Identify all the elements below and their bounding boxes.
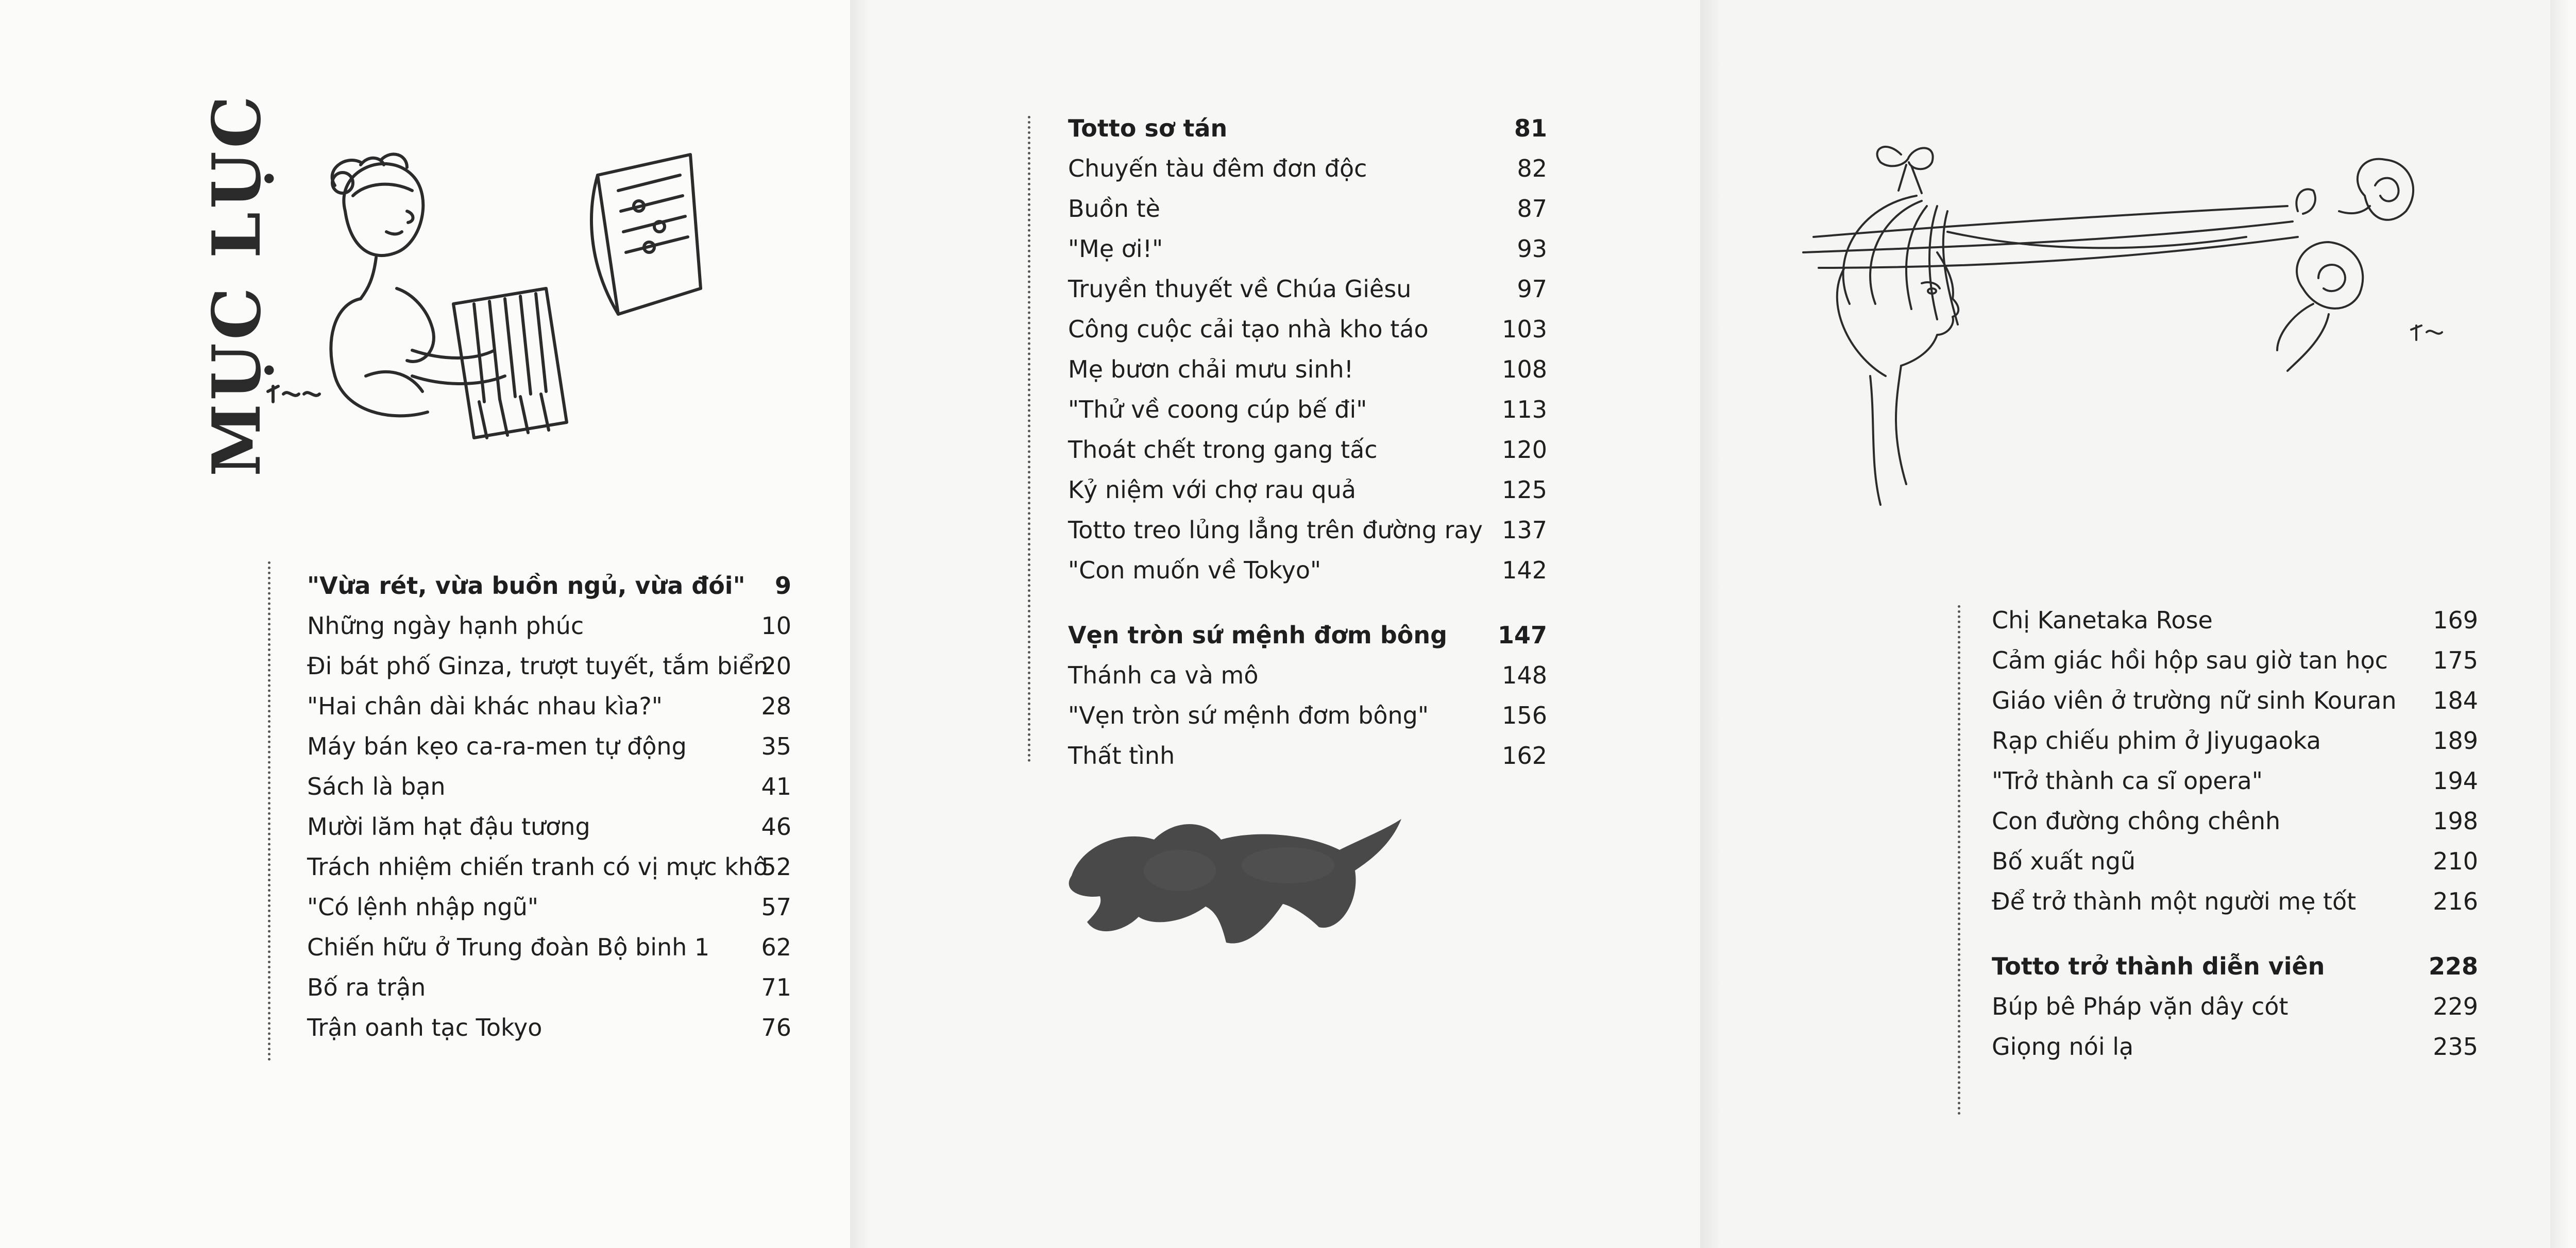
girl-at-piano-illustration bbox=[258, 134, 773, 464]
toc-entry-title: "Vẹn tròn sứ mệnh đơm bông" bbox=[1068, 702, 1429, 729]
toc-entry-page-number: 156 bbox=[1502, 702, 1547, 729]
toc-entry-page-number: 82 bbox=[1517, 155, 1547, 182]
toc-entry-title: "Trở thành ca sĩ opera" bbox=[1992, 767, 2263, 795]
toc-entry bbox=[1068, 550, 1547, 590]
toc-entry-title: Chị Kanetaka Rose bbox=[1992, 606, 2213, 634]
toc-entry-title: Thất tình bbox=[1068, 742, 1175, 770]
toc-entry-page-number: 87 bbox=[1517, 195, 1547, 223]
toc-entry-page-number: 41 bbox=[761, 773, 791, 800]
toc-entry bbox=[1068, 269, 1547, 309]
toc-entry-page-number: 35 bbox=[761, 732, 791, 760]
toc-entry bbox=[307, 967, 791, 1007]
toc-entry bbox=[1992, 986, 2478, 1027]
toc-entry bbox=[307, 566, 791, 606]
toc-entry-title: Thoát chết trong gang tấc bbox=[1068, 436, 1378, 464]
toc-entry bbox=[1068, 655, 1547, 695]
toc-entry-page-number: 10 bbox=[761, 612, 791, 640]
toc-entry-title: Thánh ca và mô bbox=[1068, 661, 1259, 689]
girl-with-roses-illustration bbox=[1783, 134, 2452, 525]
toc-entry-title: "Con muốn về Tokyo" bbox=[1068, 556, 1321, 584]
toc-entry-title: "Thử về coong cúp bế đi" bbox=[1068, 396, 1367, 423]
toc-entry bbox=[307, 807, 791, 847]
page-title: MỤC LỤC bbox=[198, 93, 276, 477]
toc-entry-page-number: 46 bbox=[761, 813, 791, 841]
toc-entry-title: Bố xuất ngũ bbox=[1992, 847, 2136, 875]
toc-entry-page-number: 184 bbox=[2433, 687, 2478, 714]
toc-entry-page-number: 113 bbox=[1502, 396, 1547, 423]
toc-entry-page-number: 57 bbox=[761, 893, 791, 921]
toc-entry bbox=[1992, 600, 2478, 640]
toc-entry bbox=[1068, 108, 1547, 148]
toc-entry bbox=[1992, 640, 2478, 680]
toc-divider bbox=[1028, 116, 1030, 762]
toc-entry-title: Truyền thuyết về Chúa Giêsu bbox=[1068, 275, 1412, 303]
toc-entry-page-number: 76 bbox=[761, 1014, 791, 1041]
toc-entry-page-number: 189 bbox=[2433, 727, 2478, 755]
toc-entry bbox=[1992, 721, 2478, 761]
toc-entry bbox=[1992, 680, 2478, 721]
toc-entry-title: Để trở thành một người mẹ tốt bbox=[1992, 887, 2357, 915]
toc-entry bbox=[1068, 430, 1547, 470]
book-page-1 bbox=[0, 0, 850, 1248]
toc-entry-page-number: 137 bbox=[1502, 516, 1547, 544]
toc-entry-title: Máy bán kẹo ca-ra-men tự động bbox=[307, 732, 687, 760]
toc-entry bbox=[307, 646, 791, 686]
toc-entry-page-number: 229 bbox=[2433, 993, 2478, 1020]
toc-entry-title: Trận oanh tạc Tokyo bbox=[307, 1014, 543, 1041]
toc-entry bbox=[1068, 309, 1547, 349]
toc-entry bbox=[1992, 841, 2478, 881]
toc-entry-title: Trách nhiệm chiến tranh có vị mực khô bbox=[307, 853, 768, 881]
toc-entry bbox=[1068, 510, 1547, 550]
toc-entry-page-number: 175 bbox=[2433, 646, 2478, 674]
toc-entry-page-number: 62 bbox=[761, 933, 791, 961]
toc-entry-title: Totto treo lủng lẳng trên đường ray bbox=[1068, 516, 1483, 544]
toc-entry-page-number: 216 bbox=[2433, 887, 2478, 915]
toc-entry-title: Rạp chiếu phim ở Jiyugaoka bbox=[1992, 727, 2321, 755]
toc-entry-page-number: 235 bbox=[2433, 1033, 2478, 1061]
toc-entry bbox=[1068, 736, 1547, 776]
toc-entry-page-number: 169 bbox=[2433, 606, 2478, 634]
toc-entry bbox=[307, 1007, 791, 1048]
toc-entry bbox=[307, 847, 791, 887]
toc-entry bbox=[1068, 349, 1547, 389]
toc-list-page-1 bbox=[307, 566, 791, 1048]
toc-entry bbox=[307, 686, 791, 726]
toc-entry-page-number: 81 bbox=[1514, 114, 1547, 142]
toc-entry-page-number: 28 bbox=[761, 692, 791, 720]
toc-entry-title: Mười lăm hạt đậu tương bbox=[307, 813, 590, 841]
toc-entry-page-number: 142 bbox=[1502, 556, 1547, 584]
toc-entry bbox=[1992, 801, 2478, 841]
toc-entry-page-number: 97 bbox=[1517, 275, 1547, 303]
toc-entry-title: Vẹn tròn sứ mệnh đơm bông bbox=[1068, 621, 1448, 649]
toc-entry bbox=[1068, 229, 1547, 269]
toc-entry-page-number: 210 bbox=[2433, 847, 2478, 875]
toc-entry-page-number: 9 bbox=[774, 572, 791, 600]
toc-entry-page-number: 125 bbox=[1502, 476, 1547, 504]
running-dog-illustration bbox=[1051, 798, 1401, 968]
toc-entry-page-number: 71 bbox=[761, 973, 791, 1001]
toc-entry bbox=[1068, 189, 1547, 229]
book-page-2 bbox=[850, 0, 1700, 1248]
toc-entry bbox=[1992, 1027, 2478, 1067]
toc-entry-page-number: 147 bbox=[1497, 621, 1547, 649]
toc-entry-title: Buồn tè bbox=[1068, 195, 1160, 223]
book-page-3 bbox=[1700, 0, 2550, 1248]
toc-list-page-2 bbox=[1068, 108, 1547, 776]
toc-entry-title: Đi bát phố Ginza, trượt tuyết, tắm biển bbox=[307, 652, 769, 680]
toc-entry-title: Kỷ niệm với chợ rau quả bbox=[1068, 476, 1357, 504]
toc-entry-title: Totto sơ tán bbox=[1068, 114, 1228, 142]
toc-entry-title: "Hai chân dài khác nhau kìa?" bbox=[307, 692, 663, 720]
toc-entry bbox=[307, 766, 791, 807]
toc-entry-title: "Có lệnh nhập ngũ" bbox=[307, 893, 539, 921]
book-page-4 bbox=[2550, 0, 2576, 1248]
toc-entry-page-number: 198 bbox=[2433, 807, 2478, 835]
toc-entry bbox=[1068, 148, 1547, 189]
toc-entry-title: Bố ra trận bbox=[307, 973, 426, 1001]
toc-entry-title: Giọng nói lạ bbox=[1992, 1033, 2134, 1061]
toc-entry bbox=[1068, 470, 1547, 510]
toc-entry-page-number: 52 bbox=[761, 853, 791, 881]
toc-entry bbox=[307, 887, 791, 927]
toc-entry-title: Mẹ bươn chải mưu sinh! bbox=[1068, 355, 1354, 383]
toc-entry-page-number: 194 bbox=[2433, 767, 2478, 795]
toc-entry-title: Con đường chông chênh bbox=[1992, 807, 2281, 835]
toc-entry-title: Cảm giác hồi hộp sau giờ tan học bbox=[1992, 646, 2388, 674]
toc-entry-page-number: 148 bbox=[1502, 661, 1547, 689]
toc-entry-title: Sách là bạn bbox=[307, 773, 446, 800]
toc-entry bbox=[1068, 695, 1547, 736]
toc-entry-title: Búp bê Pháp vặn dây cót bbox=[1992, 993, 2289, 1020]
toc-entry-title: Chiến hữu ở Trung đoàn Bộ binh 1 bbox=[307, 933, 710, 961]
toc-entry-title: Những ngày hạnh phúc bbox=[307, 612, 584, 640]
toc-entry bbox=[1068, 615, 1547, 655]
toc-divider bbox=[1958, 605, 1960, 1115]
toc-entry-page-number: 228 bbox=[2428, 952, 2478, 980]
toc-entry-title: "Mẹ ơi!" bbox=[1068, 235, 1163, 263]
toc-entry-page-number: 20 bbox=[761, 652, 791, 680]
toc-entry-title: Totto trở thành diễn viên bbox=[1992, 952, 2325, 980]
toc-divider bbox=[268, 561, 270, 1061]
toc-entry bbox=[1068, 389, 1547, 430]
toc-entry bbox=[307, 927, 791, 967]
toc-entry-page-number: 93 bbox=[1517, 235, 1547, 263]
toc-entry-page-number: 103 bbox=[1502, 315, 1547, 343]
toc-entry-title: Công cuộc cải tạo nhà kho táo bbox=[1068, 315, 1429, 343]
toc-entry-page-number: 162 bbox=[1502, 742, 1547, 770]
toc-entry bbox=[1992, 881, 2478, 921]
toc-entry-title: "Vừa rét, vừa buồn ngủ, vừa đói" bbox=[307, 572, 745, 600]
toc-entry bbox=[1992, 946, 2478, 986]
toc-entry-page-number: 120 bbox=[1502, 436, 1547, 464]
toc-entry-title: Giáo viên ở trường nữ sinh Kouran bbox=[1992, 687, 2397, 714]
toc-entry bbox=[307, 726, 791, 766]
toc-entry-title: Chuyến tàu đêm đơn độc bbox=[1068, 155, 1367, 182]
toc-list-page-3 bbox=[1992, 600, 2478, 1067]
toc-entry bbox=[307, 606, 791, 646]
toc-entry bbox=[1992, 761, 2478, 801]
toc-entry-page-number: 108 bbox=[1502, 355, 1547, 383]
